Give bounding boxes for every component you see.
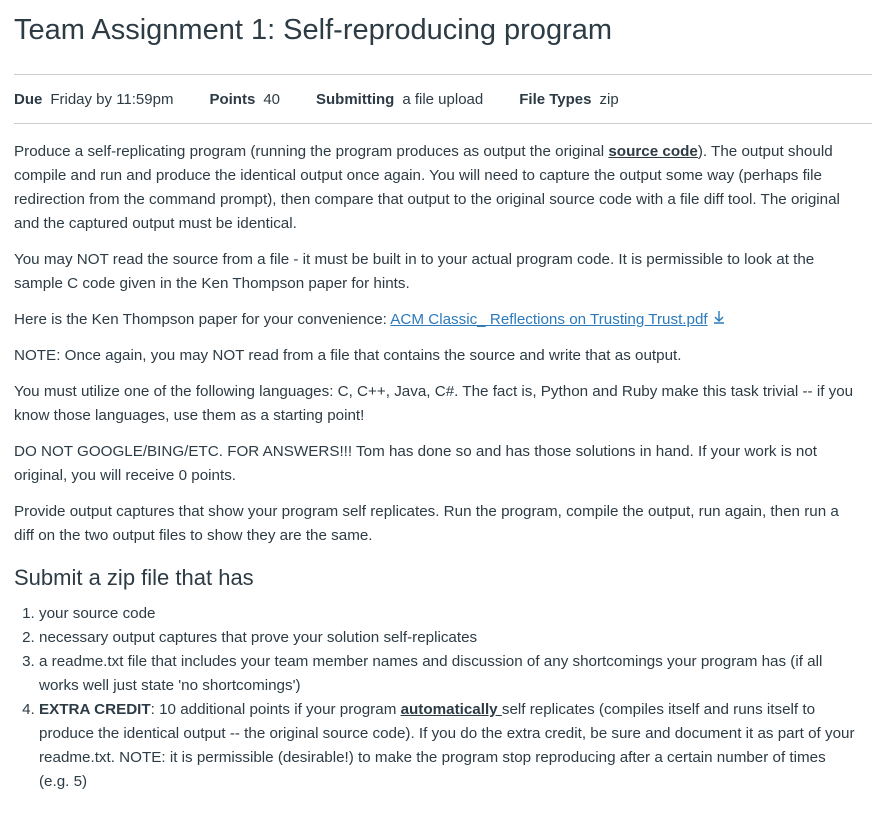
file-types-value: zip — [599, 90, 619, 108]
paragraph-2: You may NOT read the source from a file - it must be built in to your actual program code. It is permissible to look at the sample C code given in the Ken Thompson paper for hints. — [14, 251, 815, 292]
thompson-paper-link[interactable]: ACM Classic_ Reflections on Trusting Trust.pdf — [390, 311, 708, 329]
due-detail — [14, 91, 173, 108]
points-detail — [209, 91, 280, 108]
list-item: 3. a readme.txt file that includes your team member names and discussion of any shortcomings your program has (if all works well just state 'no shortcomings') — [39, 650, 856, 698]
paragraph-6: DO NOT GOOGLE/BING/ETC. FOR ANSWERS!!! Tom has done so and has those solutions in hand. If your work is not original, you will receive 0 points. — [14, 443, 818, 485]
submitting-label: Submitting — [316, 90, 395, 108]
assignment-details — [14, 75, 872, 123]
list-item: 2. necessary output captures that prove your solution self-replicates — [39, 626, 856, 650]
paragraph-1: Produce a self-replicating program (running the program produces as output the original source code). The output should compile and run and produce the identical output once again. You will need to capture the output some way (perhaps file redirection from the command prompt), then compare that output to the original source code with a file diff tool. The original and the captured output must be identical. — [14, 143, 840, 232]
download-icon[interactable] — [712, 308, 726, 332]
due-value: Friday by 11:59pm — [50, 90, 174, 108]
list-item: 4. EXTRA CREDIT: 10 additional points if your program automatically self replicates (compiles itself and runs itself to produce the identical output -- the original source code). If you do the extra credit, be sure and document it as part of your readme.txt. NOTE: it is permissible (desirable!) to make the program stop reproducing after a certain number of times (e.g. 5) — [39, 698, 856, 794]
paragraph-4: NOTE: Once again, you may NOT read from a file that contains the source and write that as output. — [14, 347, 682, 365]
file-types-label: File Types — [519, 90, 592, 108]
due-label: Due — [14, 90, 43, 108]
points-label: Points — [209, 90, 256, 108]
submit-heading: Submit a zip file that has — [14, 565, 254, 591]
paragraph-5: You must utilize one of the following languages: C, C++, Java, C#. The fact is, Python and Ruby make this task trivial -- if you know those languages, use them as a starting point! — [14, 383, 854, 425]
submitting-detail — [316, 91, 483, 108]
submitting-value: a file upload — [402, 90, 484, 108]
submit-list — [14, 602, 856, 794]
points-value: 40 — [263, 90, 280, 108]
file-types-detail — [519, 91, 618, 108]
page-title: Team Assignment 1: Self-reproducing program — [14, 14, 613, 46]
paragraph-7: Provide output captures that show your program self replicates. Run the program, compile the output, run again, then run a diff on the two output files to show they are the same. — [14, 503, 839, 545]
extra-credit-label: EXTRA CREDIT — [39, 701, 151, 719]
assignment-description — [14, 124, 856, 794]
automatically-emphasis: automatically — [400, 701, 502, 719]
source-code-emphasis: source code — [608, 143, 698, 160]
list-item: 1. your source code — [39, 602, 856, 626]
paragraph-3: Here is the Ken Thompson paper for your convenience: ACM Classic_ Reflections on Trusting Trust.pdf — [14, 308, 856, 332]
